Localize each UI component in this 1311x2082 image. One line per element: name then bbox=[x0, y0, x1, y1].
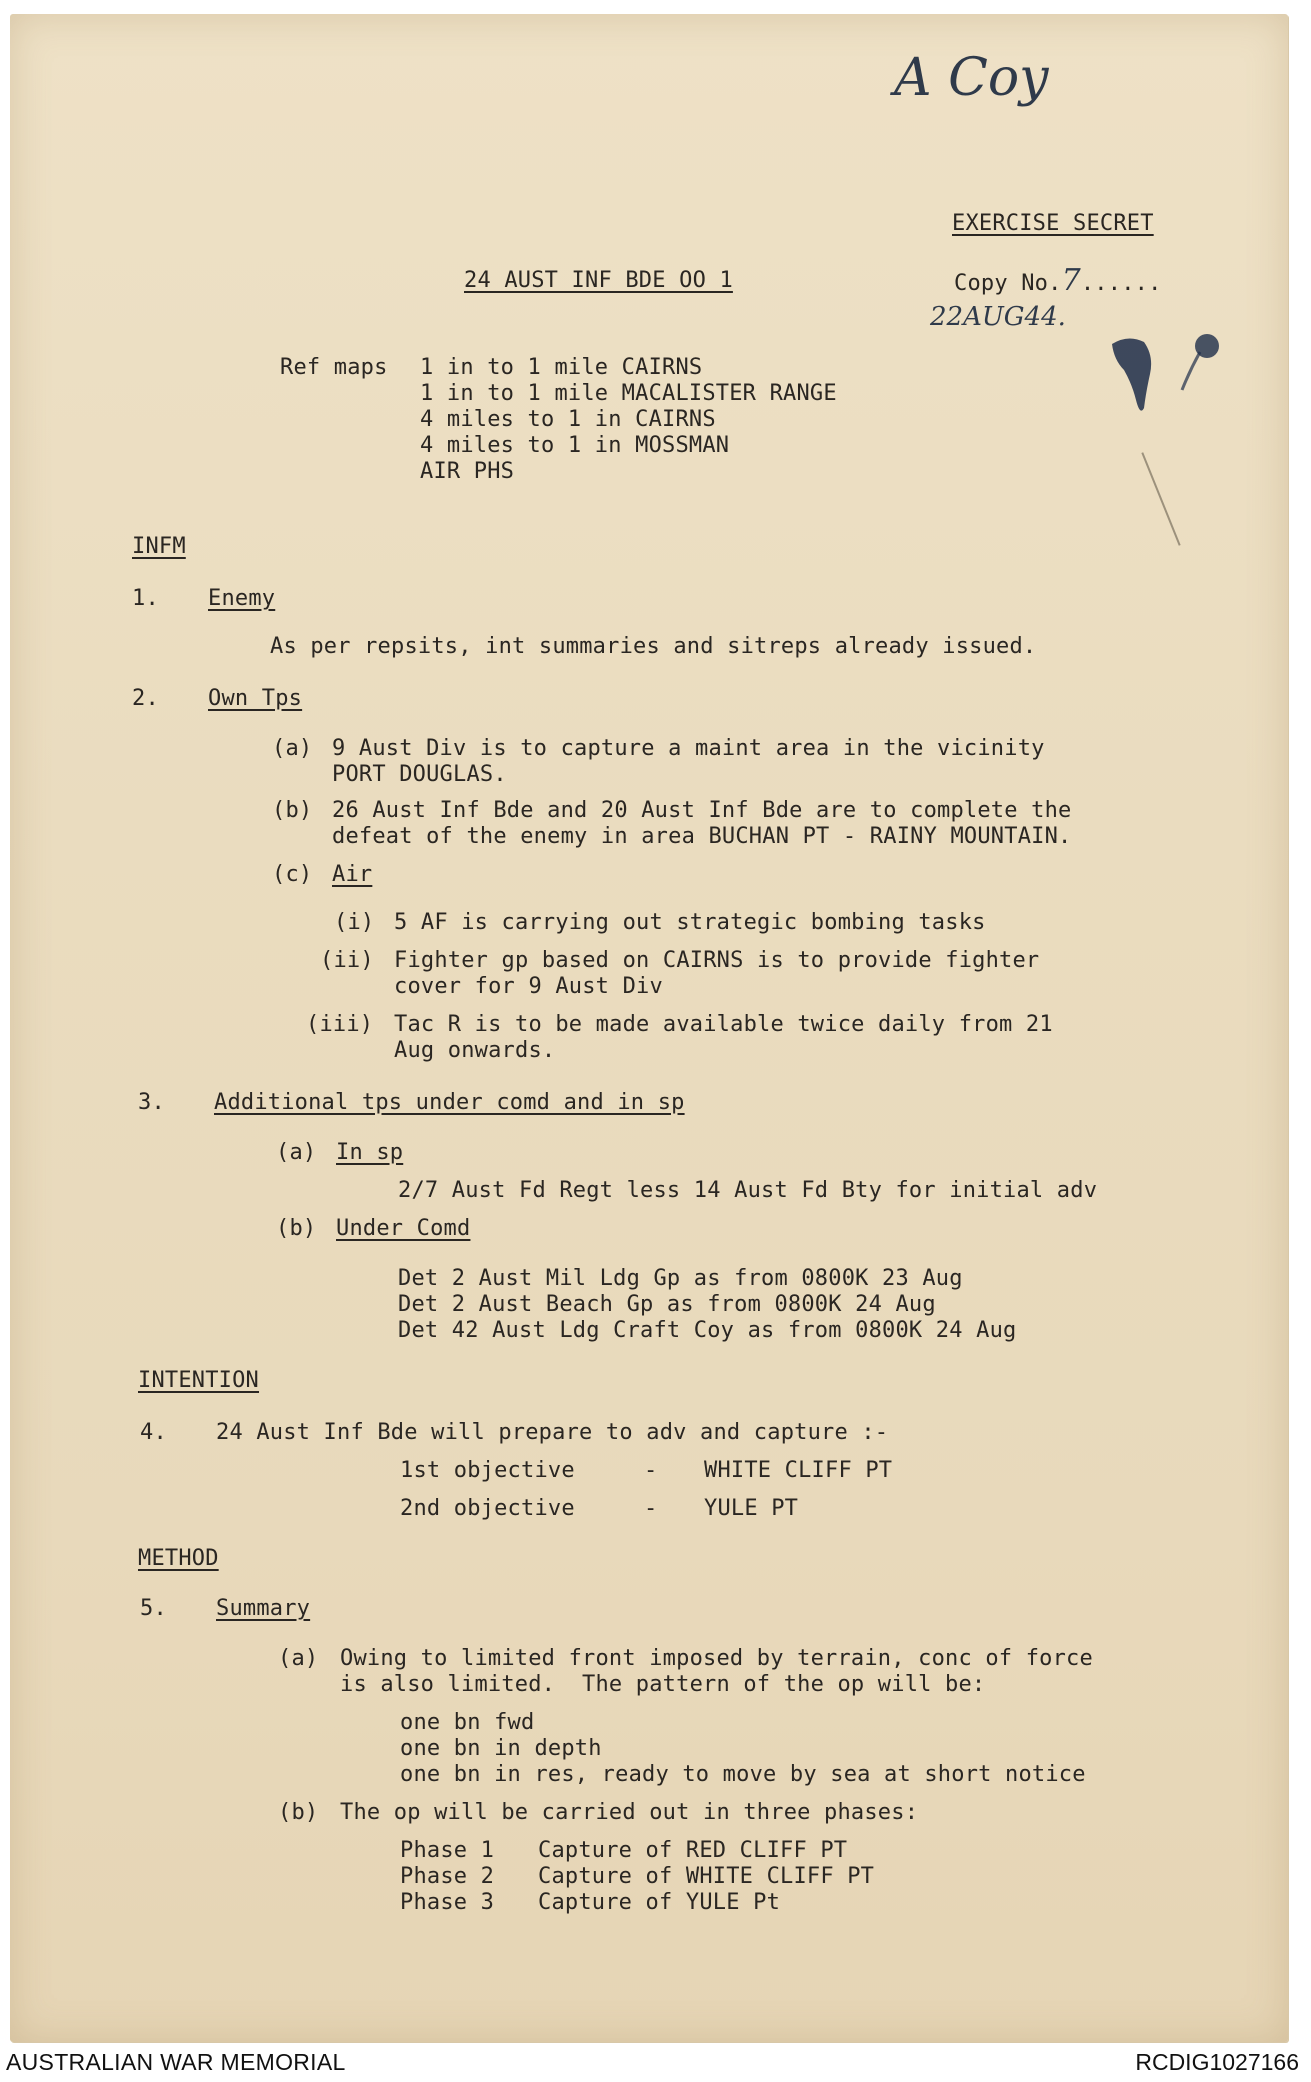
para-heading-enemy: Enemy bbox=[208, 586, 276, 611]
ref-map-item: AIR PHS bbox=[420, 459, 515, 484]
objective-dash: - bbox=[644, 1458, 658, 1483]
section-heading-method: METHOD bbox=[138, 1546, 219, 1571]
sub-label: (b) bbox=[278, 1800, 319, 1825]
para-heading-summary: Summary bbox=[216, 1596, 311, 1621]
method-a-line: Owing to limited front imposed by terrain, conc of force bbox=[340, 1646, 1093, 1671]
pattern-item: one bn in res, ready to move by sea at short notice bbox=[400, 1762, 1086, 1787]
sub-heading-in-sp: In sp bbox=[336, 1140, 404, 1165]
handwritten-company: A Coy bbox=[894, 48, 1049, 108]
ref-maps-label: Ref maps bbox=[280, 355, 388, 380]
ref-map-item: 4 miles to 1 in MOSSMAN bbox=[420, 433, 730, 458]
method-b-text: The op will be carried out in three phases: bbox=[340, 1800, 919, 1825]
air-item: Tac R is to be made available twice daily from 21 bbox=[394, 1012, 1053, 1037]
under-comd-item: Det 42 Aust Ldg Craft Coy as from 0800K 24 Aug bbox=[398, 1318, 1017, 1343]
under-comd-item: Det 2 Aust Beach Gp as from 0800K 24 Aug bbox=[398, 1292, 936, 1317]
sub-label: (b) bbox=[276, 1216, 317, 1241]
para-heading-own-tps: Own Tps bbox=[208, 686, 303, 711]
sub-label: (a) bbox=[276, 1140, 317, 1165]
footer-catalogue-id: RCDIG1027166 bbox=[1135, 2049, 1299, 2075]
own-tps-a-line: PORT DOUGLAS. bbox=[332, 762, 507, 787]
phase-label: Phase 1 bbox=[400, 1838, 495, 1863]
copy-number-label: Copy No.7...... bbox=[954, 263, 1162, 298]
ref-map-item: 4 miles to 1 in CAIRNS bbox=[420, 407, 716, 432]
handwritten-date: 22AUG44. bbox=[930, 302, 1066, 332]
order-title: 24 AUST INF BDE OO 1 bbox=[464, 268, 733, 293]
para-number: 2. bbox=[132, 686, 159, 711]
intention-text: 24 Aust Inf Bde will prepare to adv and capture :- bbox=[216, 1420, 889, 1445]
sub-sub-label: (iii) bbox=[306, 1012, 374, 1037]
para-number: 4. bbox=[140, 1420, 167, 1445]
ref-map-item: 1 in to 1 mile MACALISTER RANGE bbox=[420, 381, 837, 406]
para-number: 3. bbox=[138, 1090, 165, 1115]
sub-label: (c) bbox=[272, 862, 313, 887]
method-a-line: is also limited. The pattern of the op will be: bbox=[340, 1672, 986, 1697]
in-sp-text: 2/7 Aust Fd Regt less 14 Aust Fd Bty for initial adv bbox=[398, 1178, 1098, 1203]
air-item: 5 AF is carrying out strategic bombing tasks bbox=[394, 910, 986, 935]
air-item: Aug onwards. bbox=[394, 1038, 556, 1063]
objective-dash: - bbox=[644, 1496, 658, 1521]
phase-text: Capture of YULE Pt bbox=[538, 1890, 781, 1915]
sub-label: (a) bbox=[278, 1646, 319, 1671]
sub-label: (a) bbox=[272, 736, 313, 761]
objective-label: 1st objective bbox=[400, 1458, 575, 1483]
handwritten-copy-number: 7 bbox=[1061, 263, 1081, 298]
own-tps-b-line: 26 Aust Inf Bde and 20 Aust Inf Bde are to complete the bbox=[332, 798, 1072, 823]
para-number: 5. bbox=[140, 1596, 167, 1621]
ink-stain bbox=[1110, 330, 1230, 440]
under-comd-item: Det 2 Aust Mil Ldg Gp as from 0800K 23 Aug bbox=[398, 1266, 963, 1291]
sub-heading-air: Air bbox=[332, 862, 373, 887]
phase-label: Phase 3 bbox=[400, 1890, 495, 1915]
enemy-text: As per repsits, int summaries and sitreps already issued. bbox=[270, 634, 1037, 659]
pattern-item: one bn fwd bbox=[400, 1710, 535, 1735]
phase-text: Capture of RED CLIFF PT bbox=[538, 1838, 848, 1863]
sub-sub-label: (i) bbox=[334, 910, 375, 935]
objective-value: YULE PT bbox=[704, 1496, 799, 1521]
sub-sub-label: (ii) bbox=[320, 948, 374, 973]
objective-value: WHITE CLIFF PT bbox=[704, 1458, 893, 1483]
sub-label: (b) bbox=[272, 798, 313, 823]
own-tps-a-line: 9 Aust Div is to capture a maint area in the vicinity bbox=[332, 736, 1045, 761]
ref-map-item: 1 in to 1 mile CAIRNS bbox=[420, 355, 703, 380]
footer-archive-name: AUSTRALIAN WAR MEMORIAL bbox=[6, 2049, 346, 2075]
phase-text: Capture of WHITE CLIFF PT bbox=[538, 1864, 875, 1889]
phase-label: Phase 2 bbox=[400, 1864, 495, 1889]
para-heading-additional-tps: Additional tps under comd and in sp bbox=[214, 1090, 685, 1115]
classification-marking: EXERCISE SECRET bbox=[952, 211, 1154, 236]
objective-label: 2nd objective bbox=[400, 1496, 575, 1521]
section-heading-intention: INTENTION bbox=[138, 1368, 260, 1393]
paper-crease bbox=[1141, 452, 1180, 545]
air-item: Fighter gp based on CAIRNS is to provide fighter bbox=[394, 948, 1040, 973]
sub-heading-under-comd: Under Comd bbox=[336, 1216, 471, 1241]
section-heading-infm: INFM bbox=[132, 534, 186, 559]
para-number: 1. bbox=[132, 586, 159, 611]
air-item: cover for 9 Aust Div bbox=[394, 974, 663, 999]
document-page bbox=[10, 14, 1288, 2042]
own-tps-b-line: defeat of the enemy in area BUCHAN PT - RAINY MOUNTAIN. bbox=[332, 824, 1072, 849]
pattern-item: one bn in depth bbox=[400, 1736, 602, 1761]
